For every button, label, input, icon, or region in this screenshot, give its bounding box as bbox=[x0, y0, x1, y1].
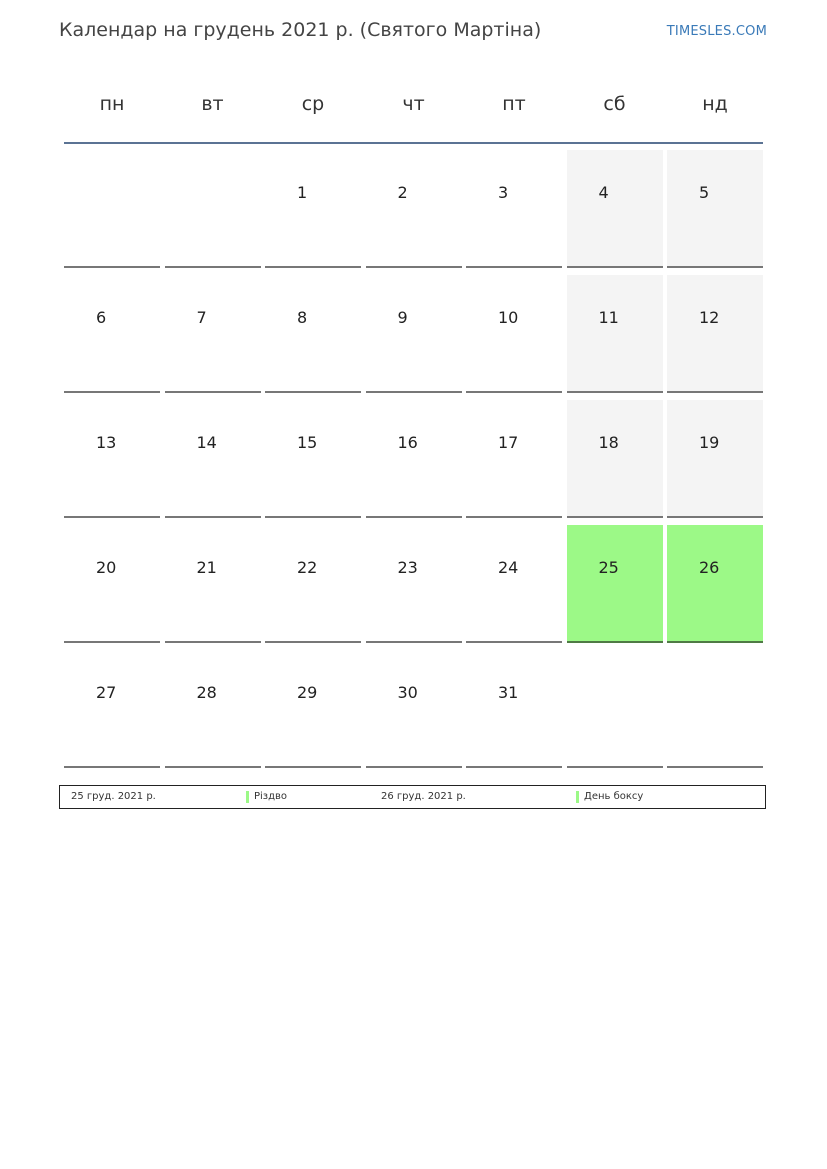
page-title: Календар на грудень 2021 р. (Святого Мартіна) bbox=[59, 19, 542, 41]
day-cell bbox=[466, 150, 562, 268]
weekday-label: ср bbox=[301, 93, 325, 115]
weekday-label: чт bbox=[402, 93, 425, 115]
day-number: 30 bbox=[397, 683, 418, 702]
day-cell bbox=[466, 525, 562, 643]
day-number: 22 bbox=[297, 558, 318, 577]
site-link[interactable]: TIMESLES.COM bbox=[666, 24, 767, 39]
day-number: 19 bbox=[699, 433, 720, 452]
day-number: 5 bbox=[699, 183, 710, 202]
day-cell bbox=[265, 275, 361, 393]
day-number: 28 bbox=[196, 683, 217, 702]
day-number: 4 bbox=[598, 183, 609, 202]
weekday-label: пт bbox=[502, 93, 526, 115]
day-number: 12 bbox=[699, 308, 720, 327]
day-cell bbox=[165, 275, 261, 393]
day-cell bbox=[567, 150, 663, 268]
holiday-day-cell bbox=[667, 525, 763, 643]
day-cell bbox=[366, 400, 462, 518]
day-cell bbox=[366, 275, 462, 393]
day-number: 11 bbox=[598, 308, 619, 327]
day-number: 17 bbox=[498, 433, 519, 452]
day-number: 7 bbox=[196, 308, 207, 327]
holiday-legend bbox=[59, 785, 766, 809]
day-number: 10 bbox=[498, 308, 519, 327]
day-number: 16 bbox=[397, 433, 418, 452]
empty-day-cell bbox=[64, 150, 160, 268]
day-number: 8 bbox=[297, 308, 308, 327]
day-cell bbox=[165, 525, 261, 643]
day-cell bbox=[466, 275, 562, 393]
day-cell bbox=[466, 650, 562, 768]
weekday-label: сб bbox=[603, 93, 626, 115]
empty-day-cell bbox=[165, 150, 261, 268]
empty-day-cell bbox=[567, 650, 663, 768]
day-cell bbox=[567, 275, 663, 393]
legend-holiday-name: День боксу bbox=[584, 791, 644, 802]
day-cell bbox=[366, 525, 462, 643]
day-cell bbox=[165, 650, 261, 768]
day-cell bbox=[64, 275, 160, 393]
day-cell bbox=[466, 400, 562, 518]
legend-date: 25 груд. 2021 р. bbox=[71, 791, 156, 802]
day-number: 15 bbox=[297, 433, 318, 452]
legend-date: 26 груд. 2021 р. bbox=[381, 791, 466, 802]
weekday-header-row bbox=[64, 80, 763, 128]
day-number: 14 bbox=[196, 433, 217, 452]
day-number: 18 bbox=[598, 433, 619, 452]
day-cell bbox=[667, 275, 763, 393]
weekday-label: пн bbox=[99, 93, 125, 115]
day-number: 31 bbox=[498, 683, 519, 702]
day-cell bbox=[265, 525, 361, 643]
day-number: 27 bbox=[96, 683, 117, 702]
day-number: 9 bbox=[397, 308, 408, 327]
day-cell bbox=[366, 150, 462, 268]
day-cell bbox=[64, 400, 160, 518]
day-number: 1 bbox=[297, 183, 308, 202]
weekday-label: нд bbox=[702, 93, 728, 115]
day-cell bbox=[265, 150, 361, 268]
empty-day-cell bbox=[667, 650, 763, 768]
day-number: 6 bbox=[96, 308, 107, 327]
day-cell bbox=[667, 150, 763, 268]
weekday-label: вт bbox=[201, 93, 224, 115]
legend-color-marker bbox=[576, 791, 579, 803]
day-number: 21 bbox=[196, 558, 217, 577]
day-number: 25 bbox=[598, 558, 619, 577]
legend-holiday-name: Різдво bbox=[254, 791, 288, 802]
legend-color-marker bbox=[246, 791, 249, 803]
day-cell bbox=[64, 650, 160, 768]
day-number: 3 bbox=[498, 183, 509, 202]
holiday-day-cell bbox=[567, 525, 663, 643]
day-cell bbox=[366, 650, 462, 768]
day-cell bbox=[165, 400, 261, 518]
day-cell bbox=[667, 400, 763, 518]
day-number: 13 bbox=[96, 433, 117, 452]
day-number: 20 bbox=[96, 558, 117, 577]
day-number: 24 bbox=[498, 558, 519, 577]
day-cell bbox=[265, 650, 361, 768]
header-divider bbox=[64, 142, 763, 144]
day-cell bbox=[64, 525, 160, 643]
day-number: 23 bbox=[397, 558, 418, 577]
day-number: 2 bbox=[397, 183, 408, 202]
day-number: 29 bbox=[297, 683, 318, 702]
day-cell bbox=[265, 400, 361, 518]
day-cell bbox=[567, 400, 663, 518]
day-number: 26 bbox=[699, 558, 720, 577]
